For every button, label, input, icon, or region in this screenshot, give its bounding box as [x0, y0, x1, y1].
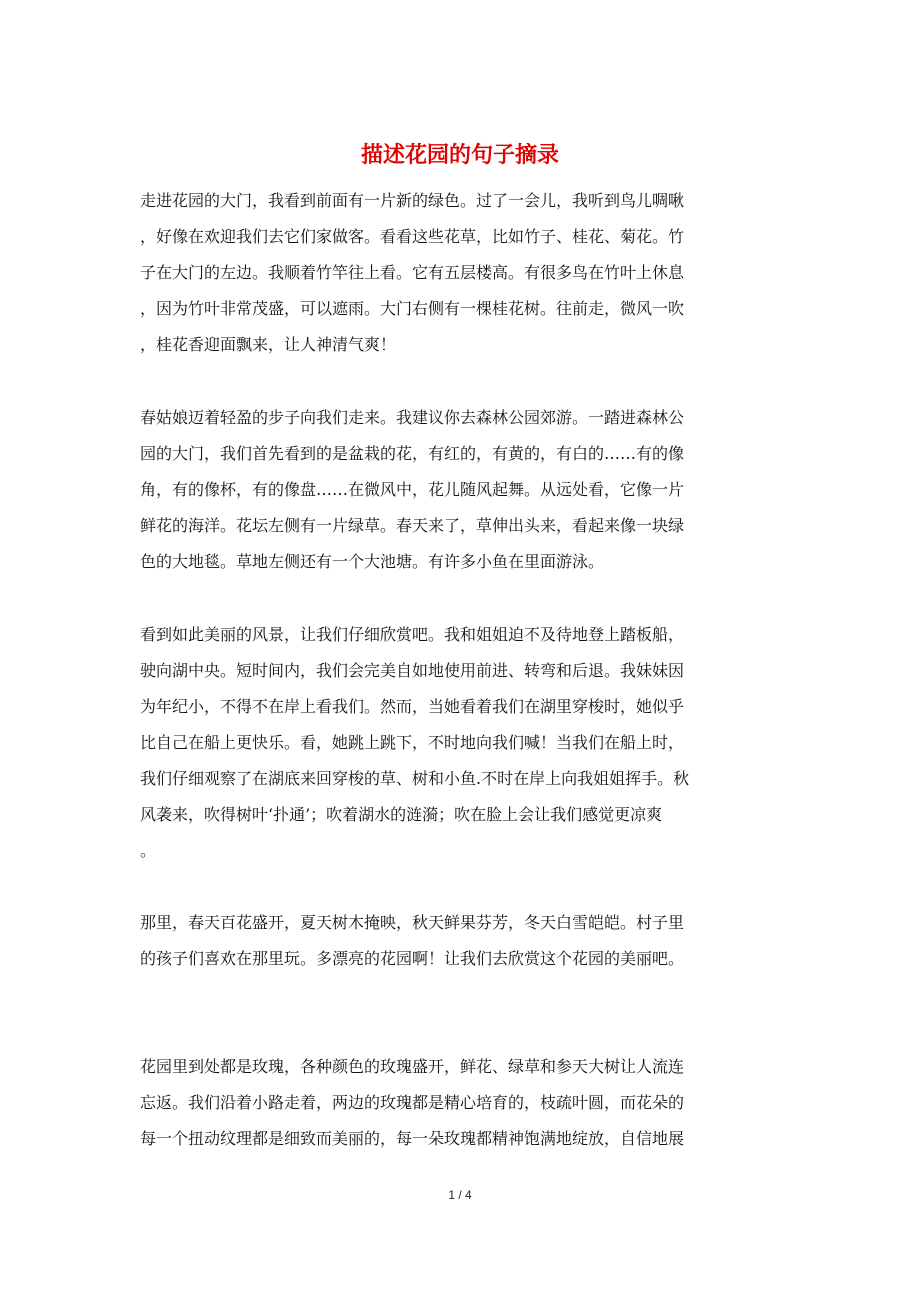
paragraph-line: 的孩子们喜欢在那里玩。多漂亮的花园啊！让我们去欣赏这个花园的美丽吧。 [140, 949, 685, 968]
paragraph-line: 角，有的像杯，有的像盘……在微风中，花儿随风起舞。从远处看，它像一片 [140, 480, 685, 499]
paragraph-line: 每一个扭动纹理都是细致而美丽的，每一朵玫瑰都精神饱满地绽放，自信地展 [140, 1129, 685, 1148]
paragraph-line: ，好像在欢迎我们去它们家做客。看看这些花草，比如竹子、桂花、菊花。竹 [140, 227, 685, 246]
paragraph-4 [140, 905, 780, 977]
paragraph-line: 子在大门的左边。我顺着竹竿往上看。它有五层楼高。有很多鸟在竹叶上休息 [140, 263, 685, 282]
paragraph-1 [140, 183, 780, 363]
paragraph-line: 忘返。我们沿着小路走着，两边的玫瑰都是精心培育的，枝疏叶圆，而花朵的 [140, 1093, 685, 1112]
paragraph-line: 园的大门，我们首先看到的是盆栽的花，有红的，有黄的，有白的……有的像 [140, 444, 685, 463]
paragraph-line: ，桂花香迎面飘来，让人神清气爽！ [140, 335, 397, 354]
paragraph-line: 那里，春天百花盛开，夏天树木掩映，秋天鲜果芬芳，冬天白雪皑皑。村子里 [140, 913, 685, 932]
page-number: 1 / 4 [448, 1188, 472, 1202]
paragraph-line: 鲜花的海洋。花坛左侧有一片绿草。春天来了，草伸出头来，看起来像一块绿 [140, 516, 685, 535]
paragraph-line: 驶向湖中央。短时间内，我们会完美自如地使用前进、转弯和后退。我妹妹因 [140, 661, 685, 680]
paragraph-line: 春姑娘迈着轻盈的步子向我们走来。我建议你去森林公园郊游。一踏进森林公 [140, 408, 685, 427]
paragraph-line: 为年纪小，不得不在岸上看我们。然而，当她看着我们在湖里穿梭时，她似乎 [140, 697, 685, 716]
paragraph-line: ，因为竹叶非常茂盛，可以遮雨。大门右侧有一棵桂花树。往前走，微风一吹 [140, 299, 685, 318]
paragraph-line: 色的大地毯。草地左侧还有一个大池塘。有许多小鱼在里面游泳。 [140, 552, 605, 571]
paragraph-line: 风袭来，吹得树叶‘扑通’；吹着湖水的涟漪；吹在脸上会让我们感觉更凉爽 [140, 805, 663, 824]
paragraph-5 [140, 1049, 780, 1157]
paragraph-line: 看到如此美丽的风景，让我们仔细欣赏吧。我和姐姐迫不及待地登上踏板船， [140, 625, 685, 644]
paragraph-line: 走进花园的大门，我看到前面有一片新的绿色。过了一会儿，我听到鸟儿啁啾 [140, 191, 685, 210]
paragraph-line: 。 [140, 841, 157, 860]
document-title: 描述花园的句子摘录 [360, 142, 559, 168]
paragraph-3 [140, 617, 780, 869]
paragraph-line: 我们仔细观察了在湖底来回穿梭的草、树和小鱼.不时在岸上向我姐姐挥手。秋 [140, 769, 690, 788]
paragraph-line: 比自己在船上更快乐。看，她跳上跳下，不时地向我们喊！当我们在船上时， [140, 733, 685, 752]
paragraph-line: 花园里到处都是玫瑰，各种颜色的玫瑰盛开，鲜花、绿草和参天大树让人流连 [140, 1057, 685, 1076]
paragraph-2 [140, 400, 780, 580]
